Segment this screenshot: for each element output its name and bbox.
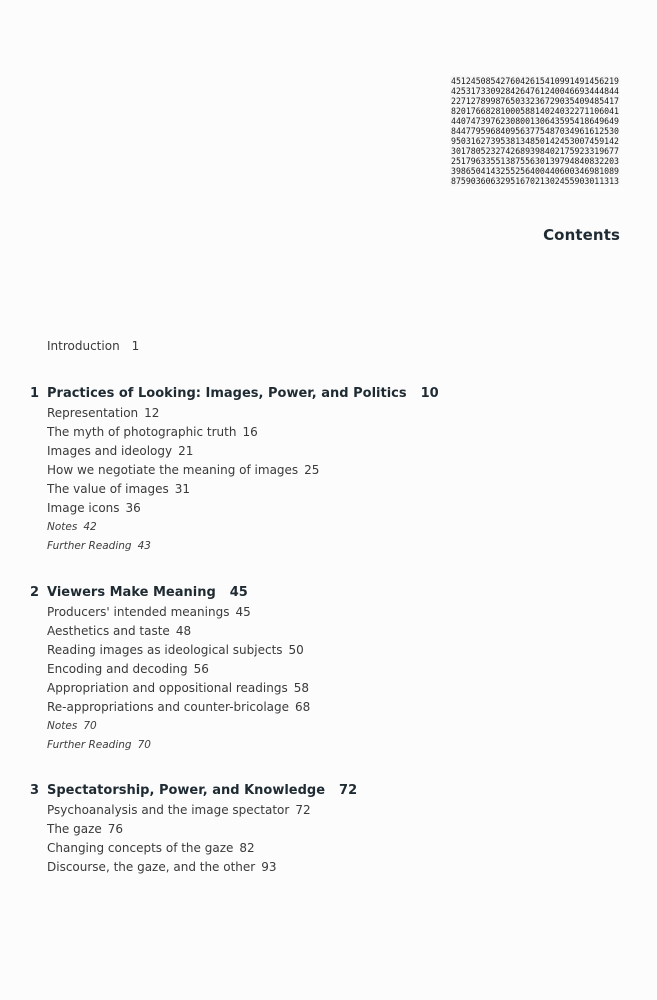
toc-entry-page: 50	[288, 643, 304, 657]
toc-entry[interactable]	[47, 423, 630, 442]
chapter-1-sections	[30, 404, 630, 556]
toc-entry[interactable]	[47, 717, 630, 736]
toc-entry-page: 45	[235, 605, 251, 619]
toc-entry-page: 93	[261, 860, 277, 874]
code-texture-row: 9503162739538134850142453007459142	[451, 137, 619, 147]
toc-introduction-page: 1	[131, 339, 140, 353]
toc-entry[interactable]	[47, 461, 630, 480]
toc-chapter-2	[30, 583, 630, 755]
toc-entry[interactable]	[47, 603, 630, 622]
toc-entry-label: Re-appropriations and counter-bricolage	[47, 700, 290, 714]
toc-entry[interactable]	[47, 736, 630, 755]
code-texture-row: 3986504143255256400440600346981089	[451, 167, 619, 177]
toc-entry-label: Psychoanalysis and the image spectator	[47, 803, 290, 817]
code-texture-graphic	[450, 76, 620, 186]
toc-chapter-3	[30, 781, 630, 877]
chapter-2-number: 2	[30, 585, 40, 600]
toc-entry-page: 48	[175, 624, 192, 638]
toc-introduction-label: Introduction	[47, 339, 120, 353]
toc-entry[interactable]	[47, 641, 630, 660]
chapter-1-title: Practices of Looking: Images, Power, and Politics	[47, 386, 407, 401]
toc-entry-page: 68	[295, 700, 311, 714]
toc-entry[interactable]	[47, 858, 630, 877]
toc-entry-page: 70	[137, 739, 151, 751]
chapter-1-number: 1	[30, 386, 40, 401]
toc-entry-label: Further Reading	[47, 739, 132, 751]
toc-entry-page: 56	[193, 662, 209, 676]
toc-entry-page: 72	[295, 803, 311, 817]
code-texture-row: 8447795968409563775487034961612530	[451, 127, 619, 137]
code-texture-row: 2271278998765033236729035409485417	[451, 97, 619, 107]
toc-entry-label: Reading images as ideological subjects	[47, 643, 283, 657]
toc-entry[interactable]	[47, 839, 630, 858]
toc-entry[interactable]	[47, 499, 630, 518]
toc-entry-label: Image icons	[47, 501, 120, 515]
code-texture-row: 3017805232742689398402175923319677	[451, 147, 619, 157]
toc-entry-page: 31	[174, 482, 191, 496]
toc-entry-page: 12	[144, 406, 160, 420]
toc-entry-label: Producers' intended meanings	[47, 605, 230, 619]
toc-entry-page: 21	[178, 444, 194, 458]
toc-entry[interactable]	[47, 404, 630, 423]
chapter-2-title-row[interactable]	[30, 583, 630, 603]
toc-entry-label: Further Reading	[47, 540, 132, 552]
toc-entry-label: Images and ideology	[47, 444, 173, 458]
toc-entry[interactable]	[47, 622, 630, 641]
chapter-3-sections	[30, 801, 630, 877]
toc-entry-label: The myth of photographic truth	[47, 425, 237, 439]
toc-entry-label: Notes	[47, 720, 78, 732]
toc-entry[interactable]	[47, 518, 630, 537]
toc-entry-label: Representation	[47, 406, 139, 420]
code-texture-row: 4253173309284264761240046693444844	[451, 87, 619, 97]
chapter-1-page: 10	[420, 386, 439, 401]
toc-entry-label: Discourse, the gaze, and the other	[47, 860, 256, 874]
toc-entry-label: How we negotiate the meaning of images	[47, 463, 299, 477]
toc-chapter-1	[30, 384, 630, 556]
toc-entry-page: 16	[242, 425, 258, 439]
toc-entry[interactable]	[47, 660, 630, 679]
code-texture-row: 4512450854276042615410991491456219	[451, 77, 619, 87]
toc-entry[interactable]	[47, 679, 630, 698]
toc-entry-label: The value of images	[47, 482, 169, 496]
code-texture-row: 2517963355138755630139794840832203	[451, 157, 619, 167]
toc-entry[interactable]	[47, 820, 630, 839]
toc-entry[interactable]	[47, 537, 630, 556]
code-texture-row: 8759036063295167021302455903011313	[451, 177, 619, 186]
toc-entry-label: Aesthetics and taste	[47, 624, 170, 638]
code-texture-row: 4407473976230800130643595418649649	[451, 117, 619, 127]
toc-entry-label: Encoding and decoding	[47, 662, 188, 676]
chapter-2-title: Viewers Make Meaning	[47, 585, 216, 600]
toc-entry[interactable]	[47, 442, 630, 461]
code-texture-image	[450, 76, 620, 186]
toc-entry-label: Notes	[47, 521, 78, 533]
chapter-1-title-row[interactable]	[30, 384, 630, 404]
toc-entry[interactable]	[47, 698, 630, 717]
chapter-3-number: 3	[30, 783, 40, 798]
toc-entry[interactable]	[47, 480, 630, 499]
toc-entry-page: 36	[125, 501, 141, 515]
chapter-3-title: Spectatorship, Power, and Knowledge	[47, 783, 326, 798]
toc-entry-label: Appropriation and oppositional readings	[47, 681, 288, 695]
toc-entry-page: 76	[107, 822, 124, 836]
toc-entry-page: 42	[83, 521, 97, 533]
chapter-3-page: 72	[339, 783, 358, 798]
toc-introduction[interactable]	[47, 336, 630, 356]
toc-entry-page: 43	[137, 540, 151, 552]
chapter-3-title-row[interactable]	[30, 781, 630, 801]
toc-entry-label: Changing concepts of the gaze	[47, 841, 234, 855]
toc-entry-label: The gaze	[47, 822, 102, 836]
toc-entry-page: 25	[304, 463, 320, 477]
toc-entry-page: 70	[83, 720, 97, 732]
toc-entry-page: 58	[293, 681, 309, 695]
code-texture-row: 8201766828100058814024032271106041	[451, 107, 619, 117]
chapter-2-page: 45	[229, 585, 248, 600]
chapter-2-sections	[30, 603, 630, 755]
toc-entry-page: 82	[239, 841, 255, 855]
table-of-contents	[30, 336, 630, 877]
toc-entry[interactable]	[47, 801, 630, 820]
page-heading: Contents	[543, 226, 620, 244]
